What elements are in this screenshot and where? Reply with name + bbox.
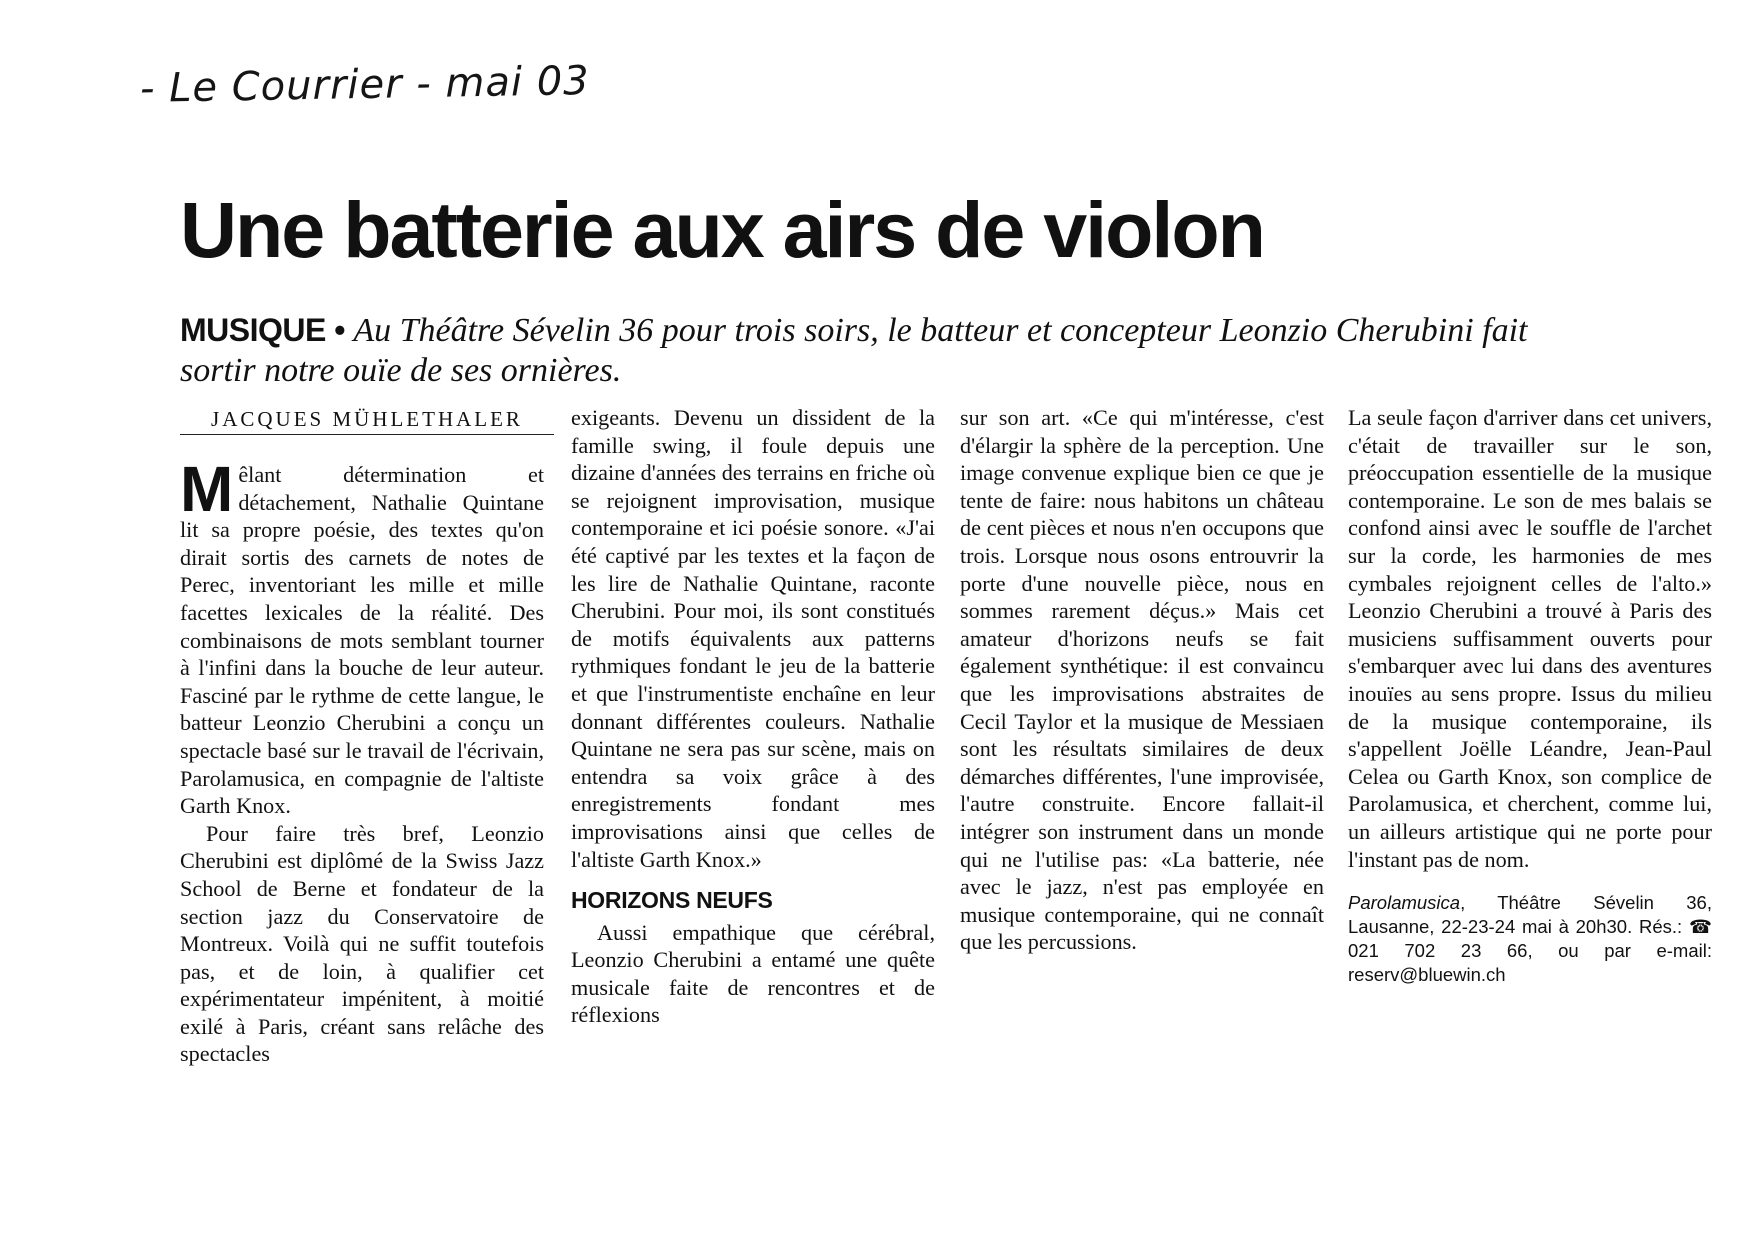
subheading: HORIZONS NEUFS: [571, 887, 773, 914]
handwritten-source-note: - Le Courrier - mai 03: [139, 58, 591, 112]
article-column-4: [1348, 404, 1712, 987]
article-column-3: [960, 404, 1324, 956]
body-paragraph-3: exigeants. Devenu un dissident de la famille swing, il foule depuis une dizaine d'années des terrains en friche où se rejoignent improvisation, musique contemporaine et ici poésie sonore. «J'ai été captivé par les textes et la façon de les lire de Nathalie Quintane, raconte Cherubini. Pour moi, ils sont constitués de motifs équivalents aux patterns rythmiques fondant le jeu de la batterie et que l'instrumentiste enchaîne en leur donnant différentes couleurs. Nathalie Quintane ne sera pas sur scène, mais on entendra sa voix grâce à des enregistrements fondant mes improvisations ainsi que celles de l'altiste Garth Knox.»: [571, 405, 935, 872]
event-title: Parolamusica: [1348, 892, 1461, 914]
headline: Une batterie aux airs de violon: [180, 185, 1264, 274]
byline: JACQUES MÜHLETHALER: [180, 407, 554, 435]
rubric-separator: •: [325, 312, 354, 348]
article-column-2: [571, 404, 935, 1029]
event-details: , Théâtre Sévelin 36, Lausanne, 22-23-24 mai à 20h30. Rés.: ☎ 021 702 23 66, ou par e-mail: reserv@bluewin.ch: [1348, 892, 1712, 986]
rubric-label: MUSIQUE: [180, 312, 326, 348]
body-paragraph-1: [180, 453, 544, 820]
drop-cap: M: [180, 453, 234, 525]
standfirst-text: Au Théâtre Sévelin 36 pour trois soirs, le batteur et concepteur Leonzio Cherubini fait sortir notre ouïe de ses ornières.: [180, 312, 1528, 389]
body-paragraph-1-text: êlant détermination et détachement, Nathalie Quintane lit sa propre poésie, des textes qu'on dirait sortis des carnets de notes de Perec, inventoriant les mille et mille facettes lexicales de la réalité. Des combinaisons de mots semblant tourner à l'infini dans la bouche de leur auteur. Fasciné par le rythme de cette langue, le batteur Leonzio Cherubini a conçu un spectacle basé sur le travail de l'écrivain, Parolamusica, en compagnie de l'altiste Garth Knox.: [180, 462, 544, 819]
event-info-box: [1348, 891, 1712, 987]
body-paragraph-2: Pour faire très bref, Leonzio Cherubini est diplômé de la Swiss Jazz School de Berne et fondateur de la section jazz du Conservatoire de Montreux. Voilà qui ne suffit toutefois pas, et de loin, à qualifier cet expérimentateur impénitent, à moitié exilé à Paris, créant sans relâche des spectacles: [180, 820, 544, 1067]
body-paragraph-4: Aussi empathique que cérébral, Leonzio Cherubini a entamé une quête musicale faite de rencontres et de réflexions: [571, 919, 935, 1028]
standfirst: [180, 310, 1600, 391]
body-paragraph-5: sur son art. «Ce qui m'intéresse, c'est d'élargir la sphère de la perception. Une image convenue explique bien ce que je tente de faire: nous habitons un château de cent pièces et nous n'en occupons que trois. Lorsque nous osons entrouvrir la porte d'une nouvelle pièce, nous en sommes rarement déçus.» Mais cet amateur d'horizons neufs se fait également synthétique: il est convaincu que les improvisations abstraites de Cecil Taylor et la musique de Messiaen sont les résultats similaires de deux démarches différentes, l'une improvisée, l'autre construite. Encore fallait-il intégrer son instrument dans un monde qui ne l'utilise pas: «La batterie, née avec le jazz, n'est pas employée en musique contemporaine, qui ne connaît que les percussions.: [960, 405, 1324, 955]
body-paragraph-6: La seule façon d'arriver dans cet univers, c'était de travailler sur le son, préoccupation essentielle de la musique contemporaine. Le son de mes balais se confond ainsi avec le souffle de l'archet sur la corde, les harmonies de mes cymbales rejoignent celles de l'alto.» Leonzio Cherubini a trouvé à Paris des musiciens suffisamment ouverts pour s'embarquer avec lui dans des aventures inouïes au sens propre. Issus du milieu de la musique contemporaine, ils s'appellent Joëlle Léandre, Jean-Paul Celea ou Garth Knox, son complice de Parolamusica, et cherchent, comme lui, un ailleurs artistique qui ne porte pour l'instant pas de nom.: [1348, 405, 1712, 872]
article-column-1: [180, 453, 544, 1068]
